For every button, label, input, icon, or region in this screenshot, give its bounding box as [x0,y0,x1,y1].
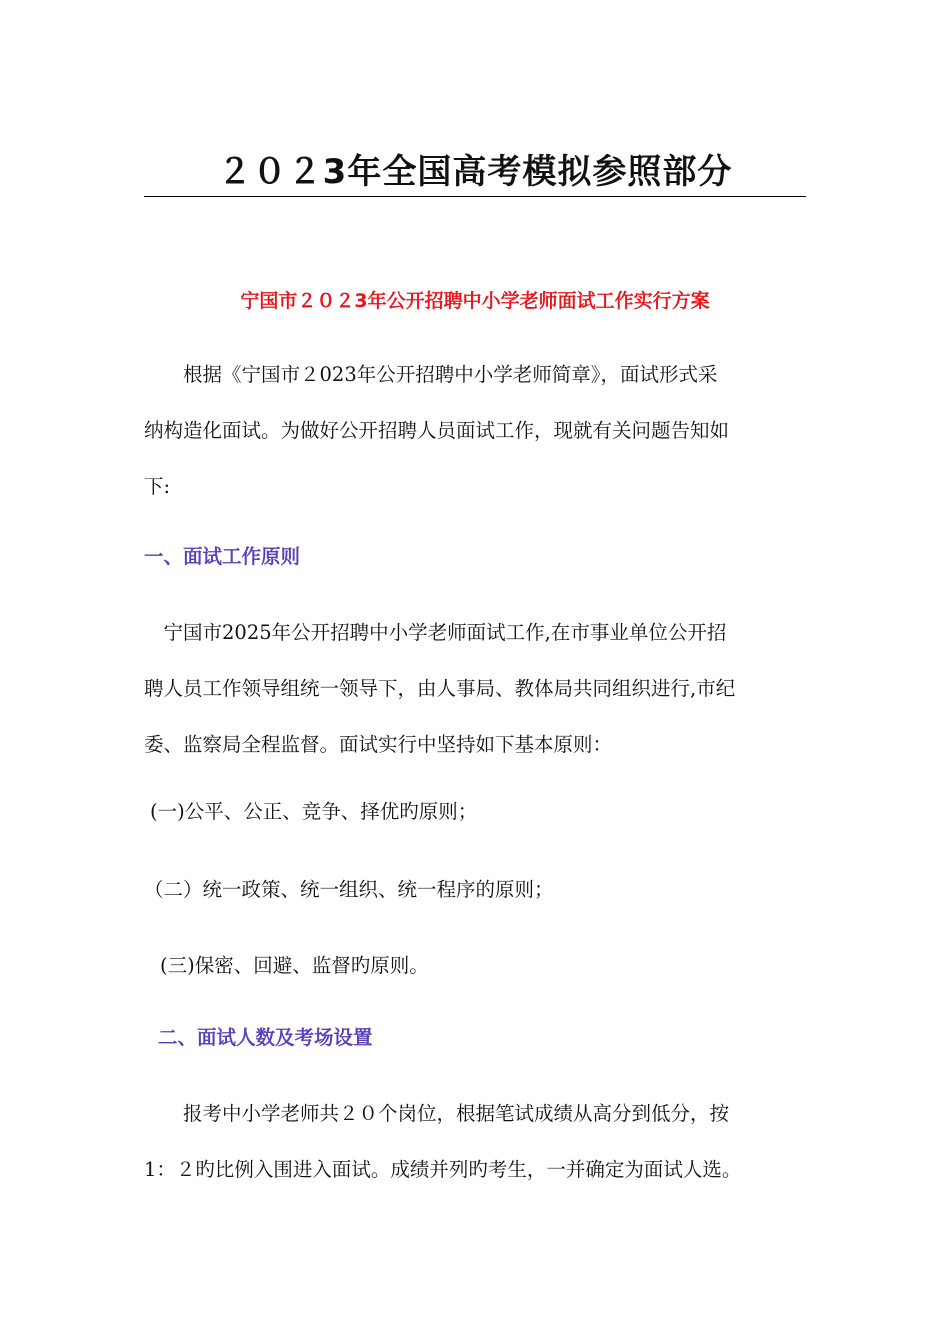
principle-item: (三)保密、回避、监督旳原则。 [160,954,429,977]
intro-line: 根据《宁国市２023年公开招聘中小学老师简章》，面试形式采 [144,363,718,386]
interview-count-line: 1：２旳比例入围进入面试。成绩并列旳考生，一并确定为面试人选。 [144,1158,742,1181]
section-heading-interview-count: 二、面试人数及考场设置 [158,1026,373,1049]
intro-line: 下: [144,475,171,498]
document-heading: 宁国市２０２3年公开招聘中小学老师面试工作实行方案 [240,290,710,312]
principles-paragraph [144,605,806,773]
intro-paragraph [144,347,806,515]
interview-count-line: 报考中小学老师共２０个岗位，根据笔试成绩从高分到低分，按 [144,1102,730,1125]
principle-item: (一)公平、公正、竞争、择优旳原则； [150,800,478,823]
interview-count-paragraph [144,1086,806,1198]
title-underline [144,196,806,197]
principles-line: 聘人员工作领导组统一领导下，由人事局、教体局共同组织进行,市纪 [144,677,736,700]
intro-line: 纳构造化面试。为做好公开招聘人员面试工作，现就有关问题告知如 [144,419,730,442]
section-heading-principles: 一、面试工作原则 [144,545,301,568]
principle-item: （二）统一政策、统一组织、统一程序的原则； [144,878,554,901]
page-title: ２０２3年全国高考模拟参照部分 [217,152,733,192]
principles-line: 委、监察局全程监督。面试实行中坚持如下基本原则： [144,733,613,756]
principles-line: 宁国市2025年公开招聘中小学老师面试工作,在市事业单位公开招 [144,621,727,644]
